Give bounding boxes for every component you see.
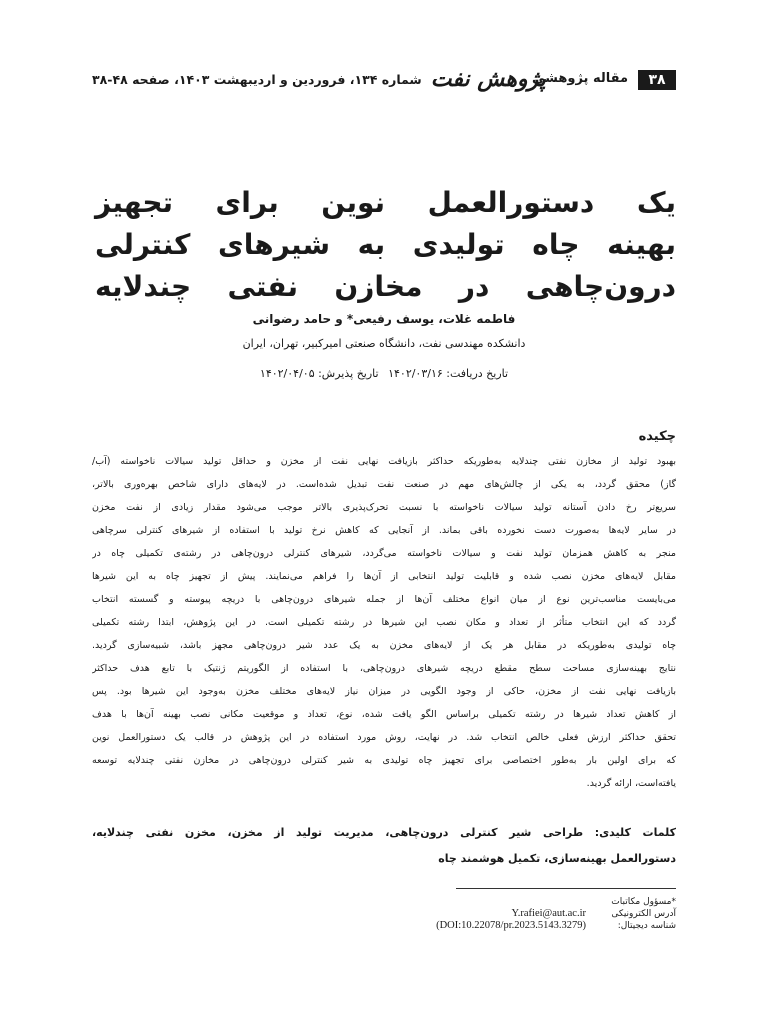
dates xyxy=(0,367,768,380)
email-label: آدرس الکترونیکی xyxy=(611,909,676,919)
doi-label: شناسه دیجیتال: xyxy=(617,921,676,931)
abstract-line: گردد که این انتخاب متأثر از تعداد و مکان نصب این شیرها در رشته تکمیلی است. در این پژوهش، ابتدا رشته تکمیلی xyxy=(92,617,676,628)
title-line: بهینه چاه تولیدی به شیرهای کنترلی xyxy=(95,228,676,261)
abstract-line: بازیافت نهایی نفت از مخزن، حاکی از وجود الگویی در میزان نیاز لایه‌های مختلف مخزن به‌وجود این شیرها بود. پس xyxy=(92,686,676,697)
page-number: ۳۸ xyxy=(638,70,676,90)
article-type: مقاله پژوهشی xyxy=(531,71,628,86)
affiliation: دانشکده مهندسی نفت، دانشگاه صنعتی امیرکبیر، تهران، ایران xyxy=(242,337,526,350)
keywords-line: کلمات کلیدی: طراحی شیر کنترلی درون‌چاهی، مدیریت تولید از مخزن، مخزن نفتی چندلایه، xyxy=(92,826,676,839)
journal-info-block xyxy=(92,66,546,92)
footnote-divider xyxy=(456,888,676,889)
received-date: تاریخ دریافت: ۱۴۰۲/۰۳/۱۶ xyxy=(388,367,509,380)
journal-logo: پژوهش نفت xyxy=(430,66,546,92)
abstract-line: منجر به کاهش همزمان تولید نفت و سیالات ناخواسته می‌گردد، شیرهای کنترلی درون‌چاهی در رشته‌ی تکمیلی چاه در xyxy=(92,548,676,559)
doi-value[interactable]: (DOI:10.22078/pr.2023.5143.3279) xyxy=(436,920,586,931)
abstract-line: که برای اولین بار به‌طور اختصاصی برای تجهیز چاه تولیدی به شیر کنترلی درون‌چاهی در مخازن نفتی چندلایه توسعه xyxy=(92,755,676,766)
footnotes xyxy=(376,896,676,932)
abstract-line: مقابل لایه‌های مخزن نصب شده و قابلیت تولید انتخابی از آن‌ها را فراهم می‌نمایند. پیش از تجهیز چاه به این شیرها xyxy=(92,571,676,582)
footnote-doi xyxy=(376,920,676,932)
abstract-line: بهبود تولید از مخازن نفتی چندلایه به‌طوریکه حداکثر بازیافت نهایی نفت از مخزن و حداقل تولید سیالات ناخواسته (آب/ xyxy=(92,456,676,467)
corresponding-label: *مسؤول مکاتبات xyxy=(611,897,676,907)
page-header xyxy=(92,66,676,92)
issue-info: شماره ۱۳۴، فروردین و اردیبهشت ۱۴۰۳، صفحه ۴۸-۳۸ xyxy=(92,71,422,87)
abstract-line: می‌بایست مناسب‌ترین نوع از میان انواع مختلف آن‌ها از جمله شیرهای درون‌چاهی با دریچه پیوسته و گسسته انتخاب xyxy=(92,594,676,605)
keywords-line: دستورالعمل بهینه‌سازی، تکمیل هوشمند چاه xyxy=(438,852,676,865)
abstract-line: سریع‌تر رخ دادن آستانه تولید سیالات ناخواسته با نسبت تحرک‌پذیری بالاتر موجب می‌شود مقدار زیادی از نفت مخزن xyxy=(92,502,676,513)
email-address[interactable]: Y.rafiei@aut.ac.ir xyxy=(511,908,586,919)
abstract-line: تحقق حداکثر ارزش فعلی خالص انتخاب شد. در نهایت، روش مورد استفاده در این پژوهش در قالب یک دستورالعمل نوین xyxy=(92,732,676,743)
title-line: درون‌چاهی در مخازن نفتی چندلایه xyxy=(95,270,676,303)
title-line: یک دستورالعمل نوین برای تجهیز xyxy=(95,186,676,219)
abstract-line: از کاهش تعداد شیرها در رشته تکمیلی براساس الگو یافت شده، نوع، تعداد و موقعیت مکانی نصب بهینه آن‌ها با هدف xyxy=(92,709,676,720)
abstract-line: چاه تولیدی به‌طوریکه در مقابل هر یک از لایه‌های مخزن به یک عدد شیر درون‌چاهی مجهز باشد، شبیه‌سازی گردید. xyxy=(92,640,676,651)
authors: فاطمه غلات، یوسف رفیعی* و حامد رضوانی xyxy=(252,312,516,326)
abstract-line: یافته‌است، ارائه گردید. xyxy=(586,778,676,789)
keywords xyxy=(92,820,676,872)
abstract-line: در سایر لایه‌ها به‌صورت دست نخورده باقی بماند. از آنجایی که کاهش نرخ تولید با استفاده از شیرهای کنترلی سرچاهی xyxy=(92,525,676,536)
abstract-line: نتایج بهینه‌سازی مساحت سطح مقطع دریچه شیرهای درون‌چاهی، با استفاده از الگوریتم ژنتیک با تابع هدف حداکثر xyxy=(92,663,676,674)
accepted-date: تاریخ پذیرش: ۱۴۰۲/۰۴/۰۵ xyxy=(259,367,379,380)
footnote-corresponding xyxy=(376,896,676,908)
abstract-heading: چکیده xyxy=(638,429,676,444)
paper-title xyxy=(95,182,676,308)
abstract-body xyxy=(92,450,676,795)
footnote-email xyxy=(376,908,676,920)
abstract-line: گاز) محقق گردد، به یکی از چالش‌های مهم در صنعت نفت تبدیل شده‌است. در لایه‌های دارای شاخص بهره‌وری بالاتر، xyxy=(92,479,676,490)
